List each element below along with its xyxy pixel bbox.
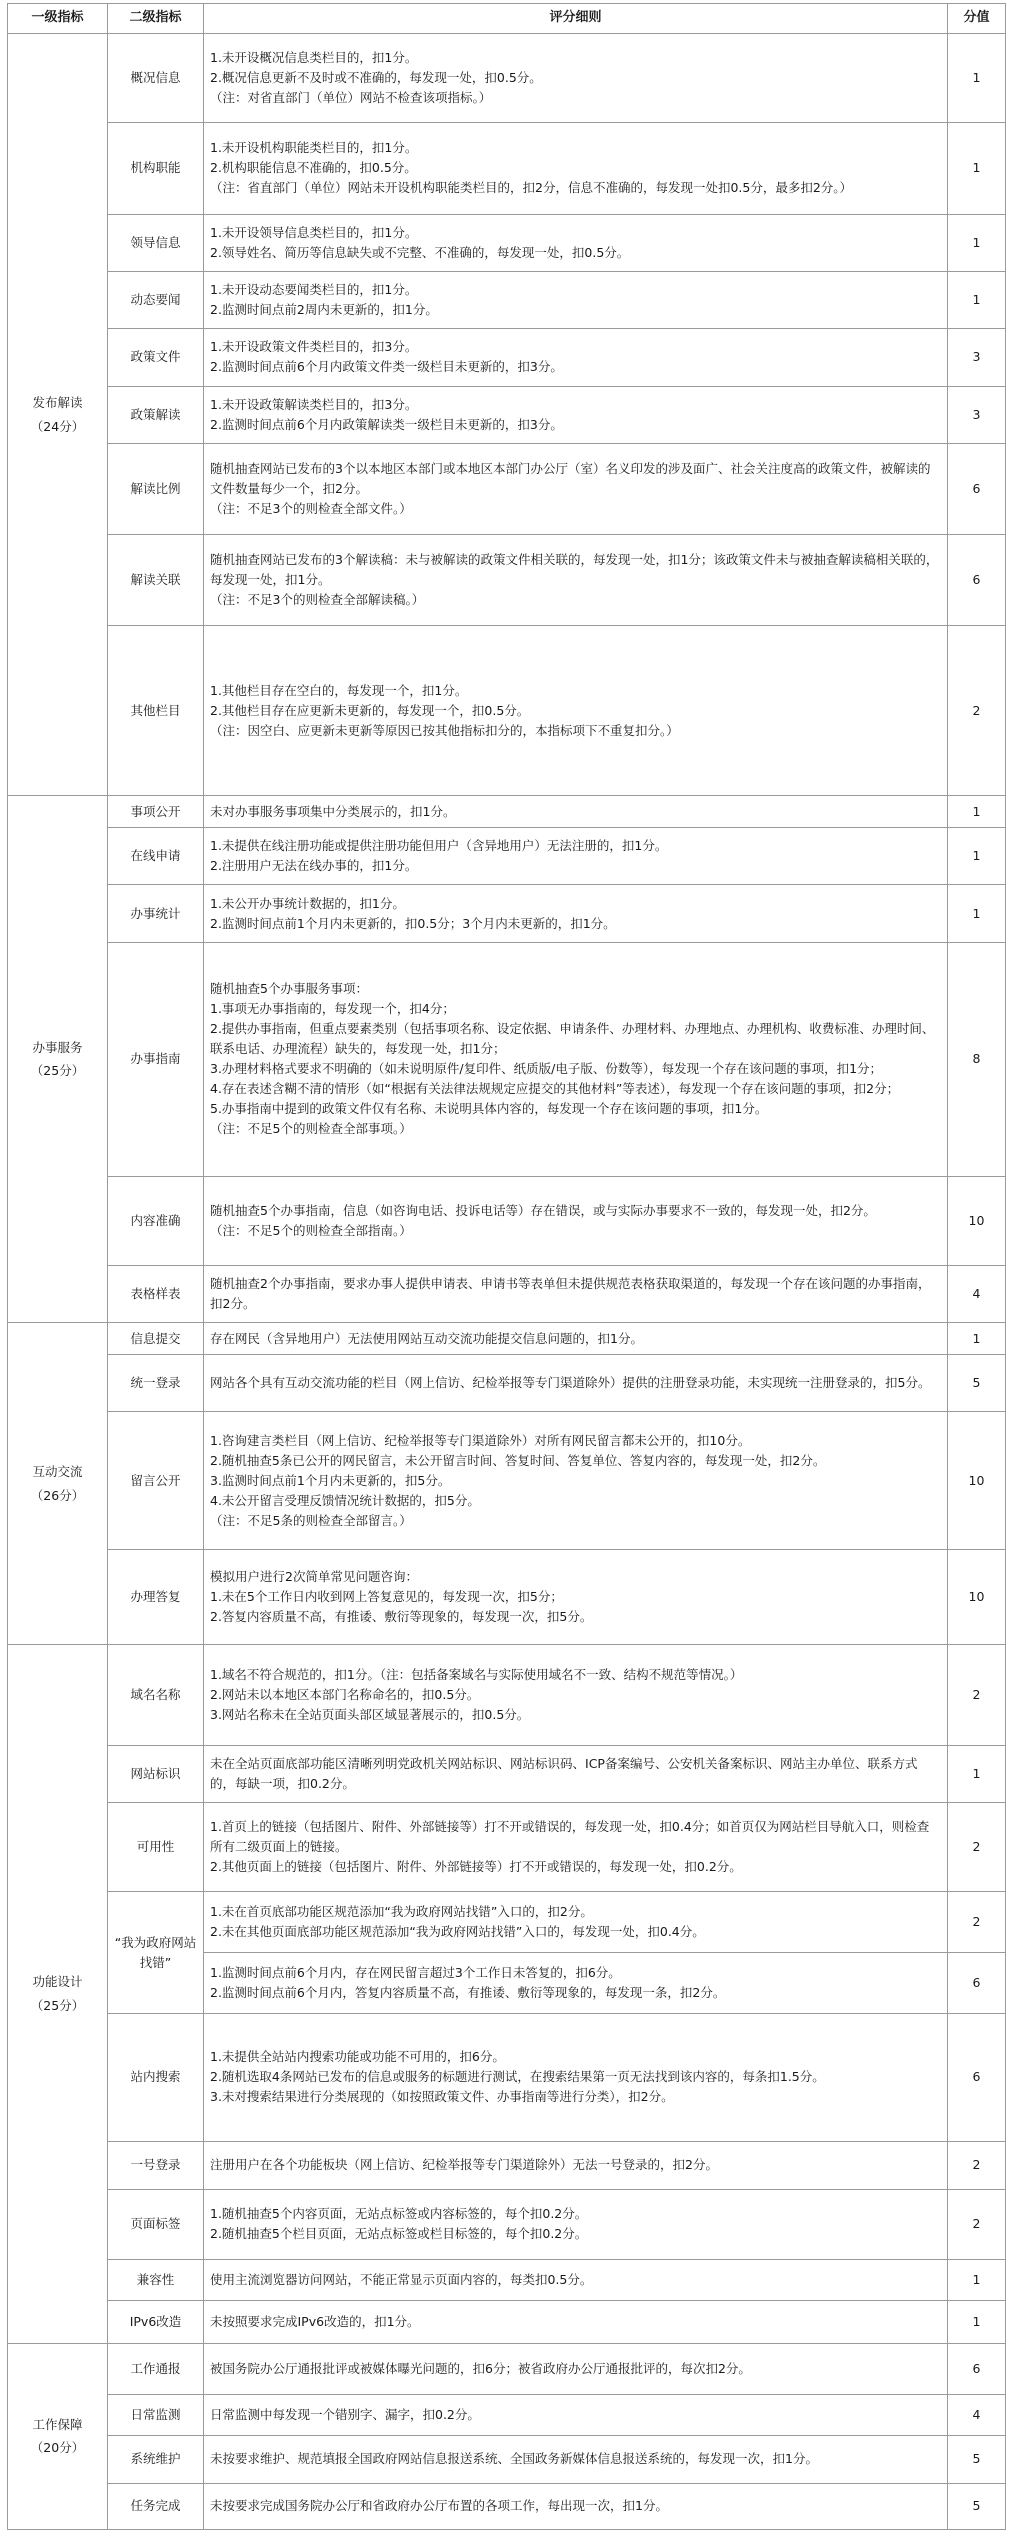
- score-value: 2: [948, 625, 1006, 796]
- criteria-line: 1.其他栏目存在空白的，每发现一个，扣1分。: [210, 682, 468, 698]
- header-level2: 二级指标: [108, 4, 204, 34]
- criteria-cell: [204, 2343, 948, 2394]
- evaluation-table: [7, 3, 1006, 2530]
- score-value: 1: [948, 1745, 1006, 1802]
- level1-category: [8, 34, 108, 796]
- criteria-cell: [204, 1953, 948, 2014]
- score-value: 2: [948, 1803, 1006, 1892]
- level1-category: [8, 1645, 108, 2344]
- level2-name: 域名名称: [108, 1645, 204, 1746]
- criteria-cell: [204, 1265, 948, 1322]
- criteria-line: 1.未开设政策解读类栏目的，扣3分。: [210, 396, 418, 412]
- criteria-cell: [204, 535, 948, 625]
- criteria-line: （注：不足3个的则检查全部文件。）: [210, 501, 412, 517]
- score-value: 6: [948, 2343, 1006, 2394]
- criteria-cell: [204, 272, 948, 329]
- criteria-cell: [204, 1745, 948, 1802]
- level1-name: 互动交流: [32, 1463, 83, 1479]
- criteria-line: 随机抽查网站已发布的3个解读稿：未与被解读的政策文件相关联的，每发现一处，扣1分；该政策文件未与被抽查解读稿相关联的，每发现一处，扣1分。: [210, 552, 939, 588]
- table-row: [8, 2435, 1006, 2483]
- score-value: 1: [948, 1323, 1006, 1355]
- score-value: 6: [948, 535, 1006, 625]
- score-value: 4: [948, 2394, 1006, 2435]
- level2-name: 内容准确: [108, 1176, 204, 1265]
- level2-name: 兼容性: [108, 2259, 204, 2300]
- score-value: 5: [948, 2435, 1006, 2483]
- criteria-cell: [204, 1645, 948, 1746]
- table-row: [8, 1323, 1006, 1355]
- criteria-line: 未对办事服务事项集中分类展示的，扣1分。: [210, 803, 456, 819]
- table-row: [8, 1176, 1006, 1265]
- criteria-cell: [204, 2189, 948, 2259]
- criteria-line: 1.未在首页底部功能区规范添加“我为政府网站找错”入口的，扣2分。: [210, 1904, 593, 1920]
- table-row: [8, 272, 1006, 329]
- criteria-line: 未在全站页面底部功能区清晰列明党政机关网站标识、网站标识码、ICP备案编号、公安机关备案标识、网站主办单位、联系方式的，每缺一项，扣0.2分。: [210, 1755, 918, 1791]
- criteria-cell: [204, 1892, 948, 1953]
- level2-name: 解读比例: [108, 443, 204, 535]
- level1-name: 工作保障: [32, 2416, 83, 2432]
- criteria-cell: [204, 1323, 948, 1355]
- criteria-line: 3.监测时间点前1个月内未更新的，扣5分。: [210, 1472, 451, 1488]
- criteria-cell: [204, 329, 948, 386]
- criteria-line: （注：对省直部门（单位）网站不检查该项指标。）: [210, 90, 492, 106]
- table-row: [8, 443, 1006, 535]
- criteria-line: 2.答复内容质量不高，有推诿、敷衍等现象的，每发现一次，扣5分。: [210, 1608, 593, 1624]
- level2-name: 动态要闻: [108, 272, 204, 329]
- score-value: 1: [948, 2300, 1006, 2343]
- score-value: 10: [948, 1549, 1006, 1644]
- criteria-line: （注：不足3个的则检查全部解读稿。）: [210, 592, 425, 608]
- criteria-line: 随机抽查2个办事指南，要求办事人提供申请表、申请书等表单但未提供规范表格获取渠道的，每发现一个存在该问题的办事指南，扣2分。: [210, 1276, 931, 1312]
- criteria-cell: [204, 942, 948, 1176]
- criteria-line: 1.未提供在线注册功能或提供注册功能但用户（含异地用户）无法注册的，扣1分。: [210, 838, 668, 854]
- level2-name: 政策解读: [108, 386, 204, 443]
- criteria-line: 3.未对搜索结果进行分类展现的（如按照政策文件、办事指南等进行分类），扣2分。: [210, 2089, 674, 2105]
- criteria-cell: [204, 1549, 948, 1644]
- criteria-cell: [204, 2435, 948, 2483]
- level2-name: IPv6改造: [108, 2300, 204, 2343]
- criteria-cell: [204, 796, 948, 828]
- criteria-line: 1.未在5个工作日内收到网上答复意见的，每发现一次，扣5分；: [210, 1588, 563, 1604]
- score-value: 3: [948, 329, 1006, 386]
- table-row: [8, 828, 1006, 885]
- table-header-row: [8, 4, 1006, 34]
- criteria-line: 1.随机抽查5个内容页面，无站点标签或内容标签的，每个扣0.2分。: [210, 2206, 588, 2222]
- level2-name: 在线申请: [108, 828, 204, 885]
- score-value: 6: [948, 1953, 1006, 2014]
- header-level1: 一级指标: [8, 4, 108, 34]
- score-value: 1: [948, 2259, 1006, 2300]
- criteria-line: （注：不足5个的则检查全部指南。）: [210, 1222, 412, 1238]
- level1-score-total: （24分）: [30, 418, 85, 434]
- level2-name: 一号登录: [108, 2141, 204, 2189]
- level2-name: 领导信息: [108, 214, 204, 271]
- level1-score-total: （20分）: [30, 2440, 85, 2456]
- score-value: 6: [948, 443, 1006, 535]
- level2-name: 留言公开: [108, 1412, 204, 1549]
- criteria-line: 2.随机选取4条网站已发布的信息或服务的标题进行测试，在搜索结果第一页无法找到该内容的，每条扣1.5分。: [210, 2069, 825, 2085]
- level2-name: 办事统计: [108, 885, 204, 942]
- criteria-line: 1.未开设动态要闻类栏目的，扣1分。: [210, 282, 418, 298]
- score-value: 1: [948, 214, 1006, 271]
- level2-name: “我为政府网站找错”: [108, 1892, 204, 2014]
- criteria-cell: [204, 1412, 948, 1549]
- table-row: [8, 1355, 1006, 1412]
- level2-name: 表格样表: [108, 1265, 204, 1322]
- criteria-line: 2.概况信息更新不及时或不准确的，每发现一处，扣0.5分。: [210, 70, 542, 86]
- criteria-cell: [204, 1355, 948, 1412]
- score-value: 2: [948, 2141, 1006, 2189]
- criteria-line: 1.监测时间点前6个月内，存在网民留言超过3个工作日未答复的，扣6分。: [210, 1965, 621, 1981]
- level1-score-total: （26分）: [30, 1487, 85, 1503]
- criteria-cell: [204, 2394, 948, 2435]
- table-row: [8, 2343, 1006, 2394]
- level2-name: 网站标识: [108, 1745, 204, 1802]
- criteria-line: 2.网站未以本地区本部门名称命名的，扣0.5分。: [210, 1686, 480, 1702]
- criteria-line: 1.咨询建言类栏目（网上信访、纪检举报等专门渠道除外）对所有网民留言都未公开的，扣10分。: [210, 1432, 751, 1448]
- score-value: 1: [948, 272, 1006, 329]
- criteria-line: 网站各个具有互动交流功能的栏目（网上信访、纪检举报等专门渠道除外）提供的注册登录功能，未实现统一注册登录的，扣5分。: [210, 1375, 931, 1391]
- score-value: 5: [948, 2483, 1006, 2529]
- level2-name: 日常监测: [108, 2394, 204, 2435]
- criteria-cell: [204, 2483, 948, 2529]
- level2-name: 信息提交: [108, 1323, 204, 1355]
- table-row: [8, 796, 1006, 828]
- criteria-line: 2.未在其他页面底部功能区规范添加“我为政府网站找错”入口的，每发现一处，扣0.4分。: [210, 1924, 705, 1940]
- criteria-line: 5.办事指南中提到的政策文件仅有名称、未说明具体内容的，每发现一个存在该问题的事项，扣1分。: [210, 1101, 768, 1117]
- level2-name: 概况信息: [108, 34, 204, 123]
- criteria-line: 3.办理材料格式要求不明确的（如未说明原件/复印件、纸质版/电子版、份数等），每发现一个存在该问题的事项，扣1分；: [210, 1061, 883, 1077]
- criteria-line: （注：不足5个的则检查全部事项。）: [210, 1121, 412, 1137]
- criteria-line: 1.域名不符合规范的，扣1分。（注：包括备案域名与实际使用域名不一致、结构不规范等情况。）: [210, 1666, 743, 1682]
- score-value: 1: [948, 796, 1006, 828]
- table-row: [8, 329, 1006, 386]
- criteria-line: 被国务院办公厅通报批评或被媒体曝光问题的，扣6分；被省政府办公厅通报批评的，每次扣2分。: [210, 2360, 751, 2376]
- level2-name: 系统维护: [108, 2435, 204, 2483]
- score-value: 2: [948, 2189, 1006, 2259]
- score-value: 2: [948, 1645, 1006, 1746]
- criteria-line: 未按照要求完成IPv6改造的，扣1分。: [210, 2313, 420, 2329]
- criteria-cell: [204, 2300, 948, 2343]
- table-row: [8, 1892, 1006, 1953]
- table-row: [8, 535, 1006, 625]
- score-value: 6: [948, 2014, 1006, 2141]
- criteria-line: 日常监测中每发现一个错别字、漏字，扣0.2分。: [210, 2406, 480, 2422]
- criteria-line: 未按要求完成国务院办公厅和省政府办公厅布置的各项工作，每出现一次，扣1分。: [210, 2498, 668, 2514]
- criteria-cell: [204, 2141, 948, 2189]
- criteria-cell: [204, 214, 948, 271]
- criteria-line: 1.未开设领导信息类栏目的，扣1分。: [210, 224, 418, 240]
- level2-name: 事项公开: [108, 796, 204, 828]
- criteria-line: 2.机构职能信息不准确的，扣0.5分。: [210, 160, 417, 176]
- criteria-cell: [204, 386, 948, 443]
- table-row: [8, 1645, 1006, 1746]
- criteria-line: 2.监测时间点前1个月内未更新的，扣0.5分；3个月内未更新的，扣1分。: [210, 915, 616, 931]
- table-row: [8, 2394, 1006, 2435]
- level2-name: 统一登录: [108, 1355, 204, 1412]
- table-row: [8, 214, 1006, 271]
- level2-name: 页面标签: [108, 2189, 204, 2259]
- level1-score-total: （25分）: [30, 1063, 85, 1079]
- table-row: [8, 1265, 1006, 1322]
- criteria-line: 随机抽查5个办事指南，信息（如咨询电话、投诉电话等）存在错误，或与实际办事要求不一致的，每发现一处，扣2分。: [210, 1202, 876, 1218]
- criteria-line: 2.提供办事指南，但重点要素类别（包括事项名称、设定依据、申请条件、办理材料、办理地点、办理机构、收费标准、办理时间、联系电话、办理流程）缺失的，每发现一处，扣1分；: [210, 1021, 935, 1057]
- table-row: [8, 2259, 1006, 2300]
- criteria-line: 2.监测时间点前2周内未更新的，扣1分。: [210, 302, 438, 318]
- criteria-line: 2.其他页面上的链接（包括图片、附件、外部链接等）打不开或错误的，每发现一处，扣0.2分。: [210, 1859, 742, 1875]
- criteria-cell: [204, 1803, 948, 1892]
- table-row: [8, 1549, 1006, 1644]
- criteria-line: 模拟用户进行2次简单常见问题咨询：: [210, 1568, 418, 1584]
- criteria-line: 使用主流浏览器访问网站，不能正常显示页面内容的，每类扣0.5分。: [210, 2271, 593, 2287]
- level2-name: 其他栏目: [108, 625, 204, 796]
- score-value: 8: [948, 942, 1006, 1176]
- level2-name: 办事指南: [108, 942, 204, 1176]
- criteria-line: 2.领导姓名、简历等信息缺失或不完整、不准确的，每发现一处，扣0.5分。: [210, 244, 630, 260]
- criteria-cell: [204, 443, 948, 535]
- level2-name: 办理答复: [108, 1549, 204, 1644]
- criteria-line: 2.注册用户无法在线办事的，扣1分。: [210, 858, 418, 874]
- score-value: 1: [948, 885, 1006, 942]
- level2-name: 任务完成: [108, 2483, 204, 2529]
- level1-name: 办事服务: [32, 1039, 83, 1055]
- criteria-line: 2.监测时间点前6个月内政策文件类一级栏目未更新的，扣3分。: [210, 359, 563, 375]
- score-value: 10: [948, 1412, 1006, 1549]
- criteria-line: 1.未开设机构职能类栏目的，扣1分。: [210, 140, 418, 156]
- level2-name: 工作通报: [108, 2343, 204, 2394]
- criteria-line: 2.其他栏目存在应更新未更新的，每发现一个，扣0.5分。: [210, 702, 530, 718]
- level2-name: 机构职能: [108, 123, 204, 215]
- criteria-line: 2.监测时间点前6个月内政策解读类一级栏目未更新的，扣3分。: [210, 416, 563, 432]
- criteria-line: 4.未公开留言受理反馈情况统计数据的，扣5分。: [210, 1492, 480, 1508]
- criteria-cell: [204, 2259, 948, 2300]
- criteria-line: 存在网民（含异地用户）无法使用网站互动交流功能提交信息问题的，扣1分。: [210, 1330, 643, 1346]
- criteria-line: 未按要求维护、规范填报全国政府网站信息报送系统、全国政务新媒体信息报送系统的，每发现一次，扣1分。: [210, 2451, 818, 2467]
- score-value: 5: [948, 1355, 1006, 1412]
- table-row: [8, 2300, 1006, 2343]
- criteria-line: （注：因空白、应更新未更新等原因已按其他指标扣分的，本指标项下不重复扣分。）: [210, 722, 679, 738]
- level1-category: [8, 796, 108, 1323]
- table-row: [8, 386, 1006, 443]
- table-row: [8, 625, 1006, 796]
- table-row: [8, 1412, 1006, 1549]
- header-score: 分值: [948, 4, 1006, 34]
- table-row: [8, 1745, 1006, 1802]
- level2-name: 站内搜索: [108, 2014, 204, 2141]
- criteria-line: 1.首页上的链接（包括图片、附件、外部链接等）打不开或错误的，每发现一处，扣0.4分；如首页仅为网站栏目导航入口，则检查所有二级页面上的链接。: [210, 1819, 930, 1855]
- criteria-line: 2.随机抽查5条已公开的网民留言，未公开留言时间、答复时间、答复单位、答复内容的，每发现一处，扣2分。: [210, 1452, 826, 1468]
- criteria-cell: [204, 123, 948, 215]
- evaluation-table-container: [7, 3, 1005, 2530]
- criteria-cell: [204, 1176, 948, 1265]
- criteria-cell: [204, 625, 948, 796]
- score-value: 1: [948, 123, 1006, 215]
- criteria-cell: [204, 34, 948, 123]
- level2-name: 政策文件: [108, 329, 204, 386]
- level1-name: 功能设计: [32, 1974, 83, 1990]
- header-criteria: 评分细则: [204, 4, 948, 34]
- score-value: 1: [948, 34, 1006, 123]
- criteria-line: 2.随机抽查5个栏目页面，无站点标签或栏目标签的，每个扣0.2分。: [210, 2226, 588, 2242]
- criteria-cell: [204, 2014, 948, 2141]
- level1-category: [8, 2343, 108, 2529]
- table-row: [8, 2483, 1006, 2529]
- level1-category: [8, 1323, 108, 1645]
- criteria-cell: [204, 885, 948, 942]
- score-value: 10: [948, 1176, 1006, 1265]
- score-value: 2: [948, 1892, 1006, 1953]
- criteria-line: 随机抽查5个办事服务事项：: [210, 981, 368, 997]
- criteria-line: 3.网站名称未在全站页面头部区域显著展示的，扣0.5分。: [210, 1706, 530, 1722]
- level2-name: 解读关联: [108, 535, 204, 625]
- table-row: [8, 1803, 1006, 1892]
- criteria-line: 随机抽查网站已发布的3个以本地区本部门或本地区本部门办公厅（室）名义印发的涉及面广、社会关注度高的政策文件，被解读的文件数量每少一个，扣2分。: [210, 461, 931, 497]
- score-value: 3: [948, 386, 1006, 443]
- table-row: [8, 34, 1006, 123]
- score-value: 4: [948, 1265, 1006, 1322]
- criteria-line: 1.未开设政策文件类栏目的，扣3分。: [210, 339, 418, 355]
- criteria-line: （注：不足5条的则检查全部留言。）: [210, 1512, 412, 1528]
- criteria-line: 1.未开设概况信息类栏目的，扣1分。: [210, 50, 418, 66]
- table-row: [8, 885, 1006, 942]
- level1-score-total: （25分）: [30, 1998, 85, 2014]
- table-row: [8, 942, 1006, 1176]
- level2-name: 可用性: [108, 1803, 204, 1892]
- criteria-cell: [204, 828, 948, 885]
- table-row: [8, 2141, 1006, 2189]
- criteria-line: 注册用户在各个功能板块（网上信访、纪检举报等专门渠道除外）无法一号登录的，扣2分。: [210, 2157, 718, 2173]
- criteria-line: 1.事项无办事指南的，每发现一个，扣4分；: [210, 1001, 455, 1017]
- criteria-line: 1.未公开办事统计数据的，扣1分。: [210, 895, 405, 911]
- table-row: [8, 123, 1006, 215]
- table-row: [8, 2014, 1006, 2141]
- criteria-line: 1.未提供全站站内搜索功能或功能不可用的，扣6分。: [210, 2049, 505, 2065]
- criteria-line: （注：省直部门（单位）网站未开设机构职能类栏目的，扣2分，信息不准确的，每发现一处扣0.5分，最多扣2分。）: [210, 180, 853, 196]
- criteria-line: 4.存在表述含糊不清的情形（如“根据有关法律法规规定应提交的其他材料”等表述），每发现一个存在该问题的事项，扣2分；: [210, 1081, 900, 1097]
- table-row: [8, 2189, 1006, 2259]
- level1-name: 发布解读: [32, 394, 83, 410]
- score-value: 1: [948, 828, 1006, 885]
- criteria-line: 2.监测时间点前6个月内，答复内容质量不高，有推诿、敷衍等现象的，每发现一条，扣2分。: [210, 1985, 726, 2001]
